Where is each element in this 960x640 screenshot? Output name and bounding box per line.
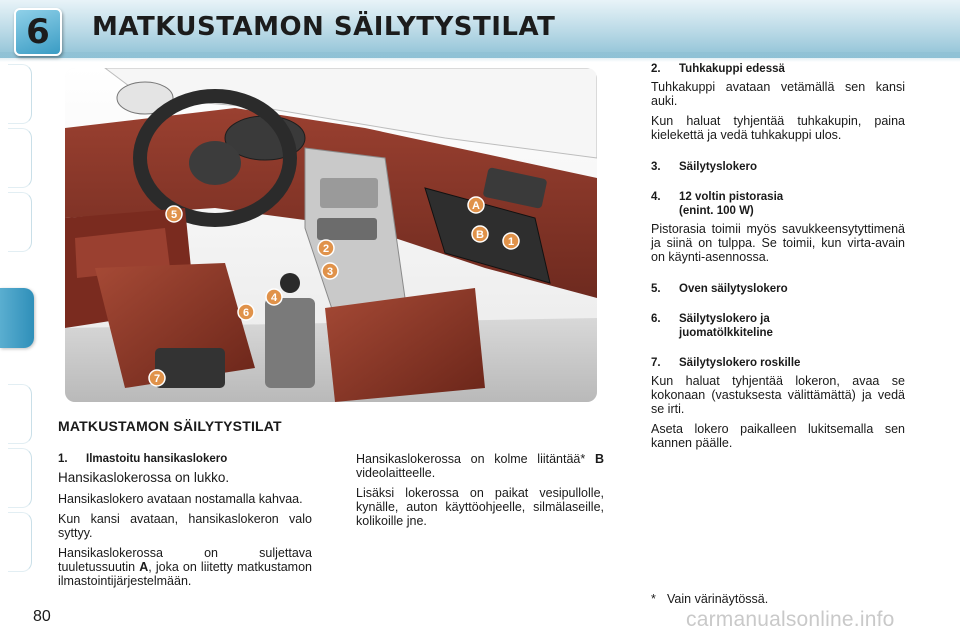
chapter-tab-active[interactable] [0,288,34,348]
item-1-number: 1. [58,453,68,465]
item-5-title-text: Oven säilytyslokero [679,283,788,295]
item-6-title [651,312,905,340]
item-1-p1: Hansikaslokerossa on lukko. [58,470,230,485]
item-2-title-text: Tuhkakuppi edessä [679,63,785,75]
spacer [651,178,905,190]
chapter-tab-1[interactable] [8,64,32,124]
callout-B-label: B [476,229,484,241]
callout-7-label: 7 [153,373,161,385]
interior-drawing [65,68,597,402]
callout-5-label: 5 [170,209,178,221]
item-4-title-line2: (enint. 100 W) [679,205,754,217]
item-2-p1: Tuhkakuppi avataan vetämällä sen kansi auki. [651,80,905,108]
chapter-tab-7[interactable] [8,384,32,444]
chapter-number: 6 [26,12,50,52]
item-2-title [651,62,905,76]
header-shadow [0,52,960,62]
spacer [651,148,905,160]
item-5-number: 5. [651,283,661,295]
column-2 [356,452,604,534]
spacer [651,270,905,282]
item-3-title-text: Säilytyslokero [679,161,757,173]
footnote-star: * [651,592,656,606]
col2-p1-bold: B [594,452,604,466]
page-number: 80 [33,608,51,625]
callout-A-label: A [472,200,480,212]
item-3-title [651,160,905,174]
item-1-p2: Hansikaslokero avataan nostamalla kahvaa. [58,492,303,506]
callout-4-label: 4 [270,292,278,304]
interior-illustration [65,68,597,402]
page-title: MATKUSTAMON SÄILYTYSTILAT [92,12,556,42]
item-7-title [651,356,905,370]
callout-3-label: 3 [326,266,334,278]
item-2-number: 2. [651,63,661,75]
column-3 [651,62,905,456]
callout-6-label: 6 [242,307,250,319]
item-7-p1: Kun haluat tyhjentää lokeron, avaa se kokonaan (vastuksesta välittämättä) ja vedä se irti. [651,374,905,416]
footnote [651,592,768,606]
item-1-p4-pre: Hansikaslokerossa on suljettava tuuletussuutin [58,546,312,574]
item-1-title-text: Ilmastoitu hansikaslokero [86,453,228,465]
item-1-p4-post: , joka on liitetty matkustamon ilmastointijärjestelmään. [58,560,313,588]
item-2-p2: Kun haluat tyhjentää tuhkakupin, paina kielekettä ja vedä tuhkakuppi ulos. [651,114,905,142]
section-heading: MATKUSTAMON SÄILYTYSTILAT [58,418,282,434]
chapter-tab-9[interactable] [8,512,32,572]
item-4-title-line1: 12 voltin pistorasia [679,191,784,203]
spacer [651,300,905,312]
item-7-title-text: Säilytyslokero roskille [679,357,801,369]
col2-p1-post: videolaitteelle. [356,466,436,480]
item-7-number: 7. [651,357,661,369]
callout-2-label: 2 [322,243,330,255]
item-1-p4-bold: A [139,560,149,574]
item-4-title [651,190,905,218]
item-5-title [651,282,905,296]
spacer [651,344,905,356]
item-6-number: 6. [651,313,661,325]
col2-p1-pre: Hansikaslokerossa on kolme liitäntää* [356,452,595,466]
col2-p1 [356,452,604,480]
item-4-p1: Pistorasia toimii myös savukkeensytyttimenä ja siinä on tulppa. Se toimii, kun virta-avain on käynti-asennossa. [651,222,905,264]
callout-1-label: 1 [507,236,515,248]
item-7-p2: Aseta lokero paikalleen lukitsemalla sen kannen päälle. [651,422,905,450]
chapter-tab-3[interactable] [8,192,32,252]
item-6-title-line1: Säilytyslokero ja [679,313,770,325]
footnote-text: Vain värinäytössä. [667,592,769,606]
item-1-p3: Kun kansi avataan, hansikaslokeron valo syttyy. [58,512,312,540]
chapter-tabs [0,64,36,576]
column-1 [58,452,312,594]
item-1-p4 [58,546,312,588]
item-4-number: 4. [651,191,661,203]
chapter-badge [14,8,62,56]
col2-p2: Lisäksi lokerossa on paikat vesipullolle, kynälle, auton käyttöohjeelle, silmälaseille, kolikoille jne. [356,486,604,528]
watermark: carmanualsonline.info [686,608,895,631]
item-1-title [58,452,312,466]
item-6-title-line2: juomatölkkiteline [679,327,773,339]
chapter-tab-2[interactable] [8,128,32,188]
item-3-number: 3. [651,161,661,173]
chapter-tab-8[interactable] [8,448,32,508]
